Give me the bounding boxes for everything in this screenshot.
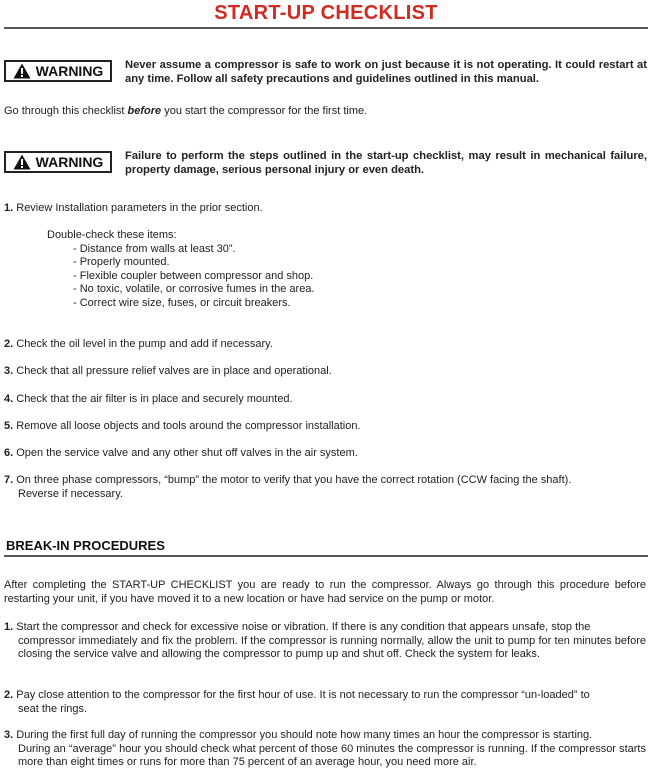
- warning-badge: [4, 151, 112, 173]
- checklist-step: 2. Check the oil level in the pump and add if necessary.: [4, 338, 273, 350]
- list-item: - Distance from walls at least 30”.: [73, 242, 236, 255]
- checklist-step: 3. Check that all pressure relief valves are in place and operational.: [4, 365, 332, 377]
- warning-triangle-icon: [13, 154, 31, 170]
- title-divider: [4, 27, 648, 29]
- warning-triangle-icon: [13, 63, 31, 79]
- list-item: - No toxic, volatile, or corrosive fumes in the area.: [73, 283, 315, 296]
- section-heading: BREAK-IN PROCEDURES: [4, 537, 648, 557]
- page-title: START-UP CHECKLIST: [214, 2, 438, 24]
- list-item: - Properly mounted.: [73, 256, 170, 269]
- warning-label: WARNING: [35, 63, 104, 79]
- break-in-step: 2. Pay close attention to the compressor for the first hour of use. It is not necessary to run the compressor “un-loaded” to seat the rings.: [4, 689, 590, 715]
- checklist-step: 5. Remove all loose objects and tools around the compressor installation.: [4, 420, 361, 432]
- list-item: - Correct wire size, fuses, or circuit breakers.: [73, 296, 291, 309]
- checklist-step: 7. On three phase compressors, “bump” the motor to verify that you have the correct rotation (CCW facing the shaft). Reverse if necessary.: [4, 474, 572, 500]
- break-in-intro: After completing the START-UP CHECKLIST you are ready to run the compressor. Always go through this procedure before restarting your unit, if you have moved it to a new location or have had service on the pump or motor.: [4, 579, 646, 605]
- warning-text: Never assume a compressor is safe to work on just because it is not operating. It could restart at any time. Follow all safety precautions and guidelines outlined in this manual.: [125, 59, 647, 85]
- checklist-step: 6. Open the service valve and any other shut off valves in the air system.: [4, 447, 358, 459]
- break-in-step: 3. During the first full day of running the compressor you should note how many times an hour the compressor is starting. During an “average” hour you should check what percent of those 60 minutes the compressor is running. If the compressor starts more than eight times or runs for more than 75 percent of an average hour, you need more air.: [4, 729, 646, 769]
- break-in-step: 1. Start the compressor and check for excessive noise or vibration. If there is any condition that appears unsafe, stop the compressor immediately and fix the problem. If the compressor is running normally, allow the unit to pump for ten minutes before closing the service valve and allowing the compressor to pump up and shut off. Check the system for leaks.: [4, 621, 646, 661]
- warning-badge: [4, 60, 112, 82]
- checklist-step: 4. Check that the air filter is in place and securely mounted.: [4, 393, 293, 405]
- double-check-list: [47, 229, 314, 311]
- double-check-label: Double-check these items:: [47, 229, 177, 241]
- warning-text: Failure to perform the steps outlined in the start-up checklist, may result in mechanical failure, property damage, serious personal injury or even death.: [125, 150, 647, 176]
- intro-text: Go through this checklist before you start the compressor for the first time.: [4, 105, 368, 117]
- warning-label: WARNING: [35, 154, 104, 170]
- checklist-step: 1. Review Installation parameters in the prior section.: [4, 202, 263, 214]
- list-item: - Flexible coupler between compressor and shop.: [73, 269, 314, 282]
